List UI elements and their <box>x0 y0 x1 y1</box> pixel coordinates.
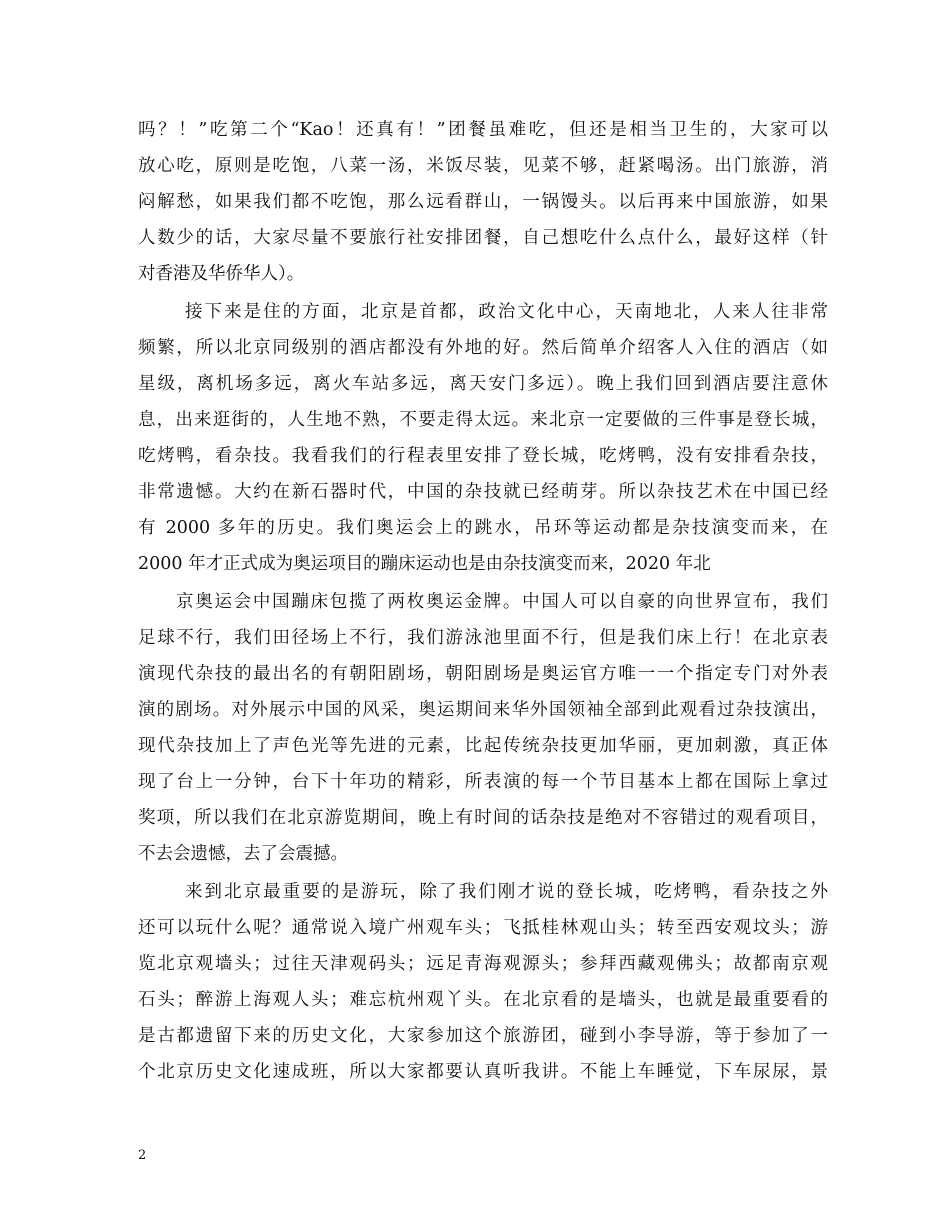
body-text-line: 还可以玩什么呢？通常说入境广州观车头；飞抵桂林观山头；转至西安观坟头；游 <box>138 918 828 938</box>
page-number: 2 <box>138 1148 147 1163</box>
body-text-line: 对香港及华侨华人）。 <box>138 264 305 284</box>
body-text-line: 非常遗憾。大约在新石器时代，中国的杂技就已经萌芽。所以杂技艺术在中国已经 <box>138 482 828 502</box>
body-text-line: 现代杂技加上了声色光等先进的元素，比起传统杂技更加华丽，更加刺激，真正体 <box>138 736 828 756</box>
body-text-line: 京奥运会中国蹦床包揽了两枚奥运金牌。中国人可以自豪的向世界宣布，我们 <box>176 592 828 612</box>
body-text-line: 现了台上一分钟，台下十年功的精彩，所表演的每一个节目基本上都在国际上拿过 <box>138 772 828 792</box>
paragraph-first-line: 来到北京最重要的是游玩，除了我们刚才说的登长城，吃烤鸭，看杂技之外 <box>185 882 828 902</box>
body-text-line: 演的剧场。对外展示中国的风采，奥运期间来华外国领袖全部到此观看过杂技演出， <box>138 700 828 720</box>
body-text-line: 石头；醉游上海观人头；难忘杭州观丫头。在北京看的是墙头，也就是最重要看的 <box>138 990 828 1010</box>
body-text-line: 星级，离机场多远，离火车站多远，离天安门多远）。晚上我们回到酒店要注意休 <box>138 374 828 394</box>
body-text-line: 是古都遗留下来的历史文化，大家参加这个旅游团，碰到小李导游，等于参加了一 <box>138 1026 828 1046</box>
body-text-line: 奖项，所以我们在北京游览期间，晚上有时间的话杂技是绝对不容错过的观看项目， <box>138 808 828 828</box>
body-text-line: 人数少的话，大家尽量不要旅行社安排团餐，自己想吃什么点什么，最好这样（针 <box>138 228 828 248</box>
body-text-line: 2000 年才正式成为奥运项目的蹦床运动也是由杂技演变而来，2020 年北 <box>138 554 711 574</box>
body-text-line: 频繁，所以北京同级别的酒店都没有外地的好。然后简单介绍客人入住的酒店（如 <box>138 338 828 358</box>
body-text-line: 息，出来逛街的，人生地不熟，不要走得太远。来北京一定要做的三件事是登长城， <box>138 410 828 430</box>
body-text-line: 足球不行，我们田径场上不行，我们游泳池里面不行，但是我们床上行！在北京表 <box>138 628 828 648</box>
body-text-line: 吗？！”吃第二个“Kao！还真有！”团餐虽难吃，但还是相当卫生的，大家可以 <box>138 120 828 140</box>
body-text-line: 放心吃，原则是吃饱，八菜一汤，米饭尽装，见菜不够，赶紧喝汤。出门旅游，消 <box>138 156 828 176</box>
body-text-line: 不去会遗憾，去了会震撼。 <box>138 844 348 864</box>
body-text-line: 闷解愁，如果我们都不吃饱，那么远看群山，一锅馒头。以后再来中国旅游，如果 <box>138 192 828 212</box>
body-text-line: 吃烤鸭，看杂技。我看我们的行程表里安排了登长城，吃烤鸭，没有安排看杂技， <box>138 446 828 466</box>
body-text-line: 有 2000 多年的历史。我们奥运会上的跳水，吊环等运动都是杂技演变而来，在 <box>138 518 828 538</box>
body-text-line: 览北京观墙头；过往天津观码头；远足青海观源头；参拜西藏观佛头；故都南京观 <box>138 954 828 974</box>
body-text-line: 演现代杂技的最出名的有朝阳剧场，朝阳剧场是奥运官方唯一一个指定专门对外表 <box>138 664 828 684</box>
body-text-line: 个北京历史文化速成班，所以大家都要认真听我讲。不能上车睡觉，下车尿尿，景 <box>138 1062 828 1082</box>
paragraph-first-line: 接下来是住的方面，北京是首都，政治文化中心，天南地北，人来人往非常 <box>185 302 828 322</box>
